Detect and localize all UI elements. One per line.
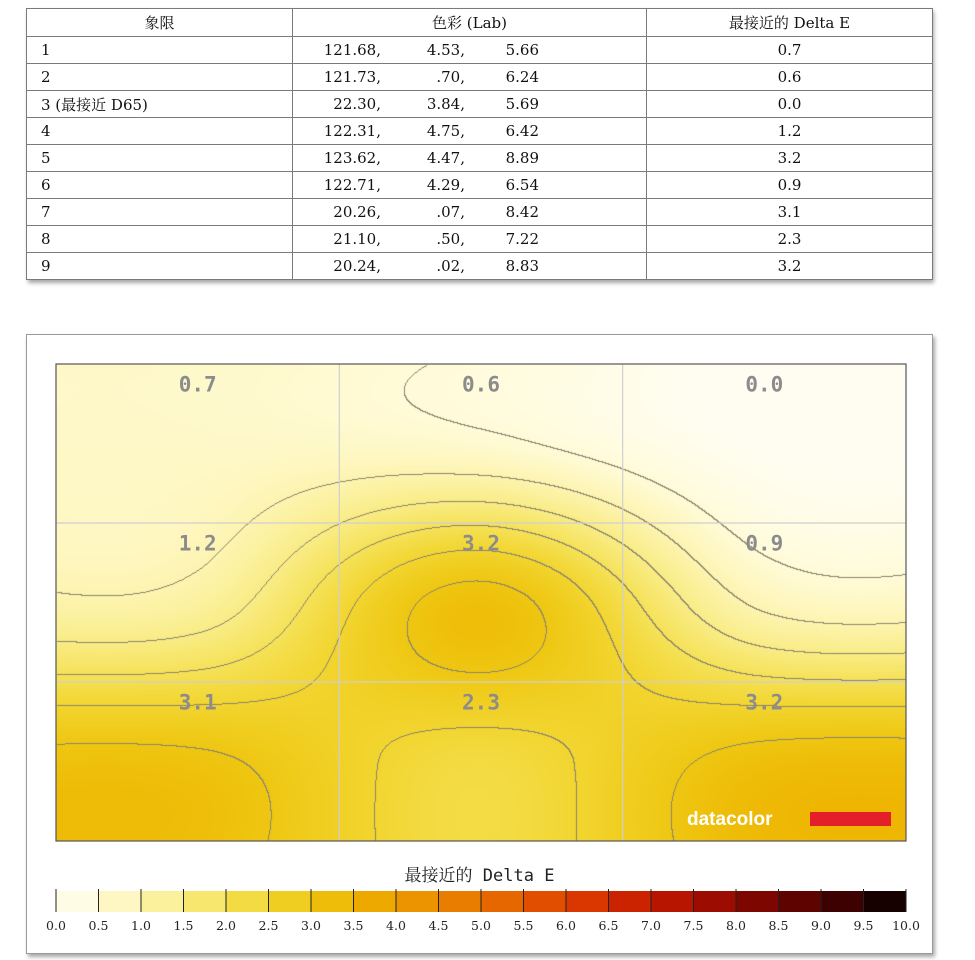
lab-b-value: 6.42 (505, 122, 539, 140)
quadrant-cell: 1 (27, 37, 293, 64)
table-row (27, 145, 933, 172)
lab-l-value: 123.62, (323, 149, 381, 167)
lab-l-value: 21.10, (333, 230, 381, 248)
colorbar-segment (524, 891, 567, 912)
colorbar-tick-label: 0.0 (46, 918, 66, 933)
colorbar-segment (311, 891, 354, 912)
lab-a-value: 4.75, (426, 122, 465, 140)
colorbar-tick-label: 1.5 (173, 918, 194, 933)
lab-color-cell (293, 199, 647, 226)
delta-e-cell: 0.9 (647, 172, 933, 199)
colorbar-tick-label: 9.0 (811, 918, 831, 933)
table-row (27, 91, 933, 118)
lab-color-cell (293, 253, 647, 280)
delta-e-cell: 0.0 (647, 91, 933, 118)
colorbar-tick-label: 8.0 (726, 918, 746, 933)
lab-b-value: 5.66 (505, 41, 539, 59)
colorbar-segment (651, 891, 694, 912)
delta-e-cell: 3.2 (647, 145, 933, 172)
colorbar-segment (864, 891, 907, 912)
lab-l-value: 20.24, (333, 257, 381, 275)
lab-a-value: 4.29, (426, 176, 465, 194)
cell-value-label: 3.1 (178, 690, 217, 715)
lab-l-value: 20.26, (333, 203, 381, 221)
lab-b-value: 7.22 (505, 230, 539, 248)
table-row (27, 64, 933, 91)
colorbar-segment (396, 891, 439, 912)
quadrant-cell: 5 (27, 145, 293, 172)
quadrant-cell: 6 (27, 172, 293, 199)
table-row (27, 199, 933, 226)
colorbar-tick-label: 3.5 (343, 918, 364, 933)
uniformity-heatmap (27, 335, 932, 953)
lab-color-cell (293, 172, 647, 199)
lab-a-value: 4.53, (426, 41, 465, 59)
table-row (27, 37, 933, 64)
lab-l-value: 122.71, (323, 176, 381, 194)
table-header-row (27, 9, 933, 37)
quadrant-cell: 7 (27, 199, 293, 226)
lab-color-cell (293, 37, 647, 64)
cell-value-label: 3.2 (462, 531, 500, 556)
lab-color-cell (293, 118, 647, 145)
cell-value-label: 3.2 (745, 690, 784, 715)
header-quadrant: 象限 (27, 9, 293, 37)
lab-a-value: .07, (436, 203, 465, 221)
delta-e-cell: 3.2 (647, 253, 933, 280)
uniformity-chart-panel (26, 334, 933, 954)
lab-a-value: .70, (436, 68, 465, 86)
colorbar-tick-label: 4.0 (386, 918, 406, 933)
lab-a-value: 4.47, (426, 149, 465, 167)
colorbar-segment (354, 891, 397, 912)
table-row (27, 172, 933, 199)
colorbar-segment (226, 891, 269, 912)
colorbar-segment (736, 891, 779, 912)
cell-value-label: 0.7 (178, 372, 217, 397)
colorbar-segment (56, 891, 99, 912)
colorbar-segment (566, 891, 609, 912)
quadrant-cell: 4 (27, 118, 293, 145)
quadrant-cell: 8 (27, 226, 293, 253)
colorbar-tick-label: 3.0 (301, 918, 321, 933)
datacolor-logo: datacolor (687, 809, 773, 830)
cell-value-label: 2.3 (462, 690, 500, 715)
colorbar-segment (821, 891, 864, 912)
colorbar-tick-label: 4.5 (428, 918, 449, 933)
datacolor-logo-bar (810, 812, 891, 826)
lab-l-value: 122.31, (323, 122, 381, 140)
colorbar-segment (99, 891, 142, 912)
quadrant-cell: 3 (最接近 D65) (27, 91, 293, 118)
delta-e-cell: 0.6 (647, 64, 933, 91)
colorbar-tick-label: 5.5 (513, 918, 534, 933)
colorbar-tick-label: 10.0 (892, 918, 920, 933)
colorbar-tick-label: 5.0 (471, 918, 491, 933)
lab-b-value: 6.24 (505, 68, 539, 86)
quadrant-cell: 2 (27, 64, 293, 91)
lab-l-value: 121.73, (323, 68, 381, 86)
colorbar-segment (141, 891, 184, 912)
colorbar-tick-label: 7.0 (641, 918, 661, 933)
colorbar-segment (439, 891, 482, 912)
colorbar-tick-label: 2.5 (258, 918, 279, 933)
lab-l-value: 22.30, (333, 95, 381, 113)
colorbar-tick-label: 6.0 (556, 918, 576, 933)
lab-a-value: 3.84, (426, 95, 465, 113)
colorbar-segment (694, 891, 737, 912)
table-row (27, 118, 933, 145)
cell-value-label: 1.2 (178, 531, 217, 556)
lab-l-value: 121.68, (323, 41, 381, 59)
lab-a-value: .02, (436, 257, 465, 275)
lab-b-value: 8.89 (505, 149, 539, 167)
delta-e-table-wrapper (26, 8, 932, 280)
quadrant-cell: 9 (27, 253, 293, 280)
colorbar-tick-label: 2.0 (216, 918, 236, 933)
lab-a-value: .50, (436, 230, 465, 248)
delta-e-cell: 3.1 (647, 199, 933, 226)
lab-color-cell (293, 91, 647, 118)
colorbar-title: 最接近的 Delta E (404, 866, 555, 886)
cell-value-label: 0.9 (745, 531, 784, 556)
colorbar-tick-label: 8.5 (768, 918, 789, 933)
heatmap-surface (56, 364, 906, 841)
lab-b-value: 5.69 (505, 95, 539, 113)
colorbar-tick-label: 7.5 (683, 918, 704, 933)
table-row (27, 226, 933, 253)
table-row (27, 253, 933, 280)
colorbar-tick-label: 6.5 (598, 918, 619, 933)
delta-e-cell: 2.3 (647, 226, 933, 253)
lab-b-value: 8.83 (505, 257, 539, 275)
header-lab-color: 色彩 (Lab) (293, 9, 647, 37)
lab-b-value: 6.54 (505, 176, 539, 194)
colorbar-tick-label: 1.0 (131, 918, 151, 933)
colorbar-tick-label: 0.5 (88, 918, 109, 933)
lab-color-cell (293, 64, 647, 91)
lab-color-cell (293, 226, 647, 253)
delta-e-cell: 0.7 (647, 37, 933, 64)
lab-b-value: 8.42 (505, 203, 539, 221)
delta-e-table (26, 8, 933, 280)
colorbar-segment (184, 891, 227, 912)
colorbar-segment (481, 891, 524, 912)
cell-value-label: 0.0 (745, 372, 784, 397)
delta-e-cell: 1.2 (647, 118, 933, 145)
lab-color-cell (293, 145, 647, 172)
colorbar-segment (609, 891, 652, 912)
header-delta-e: 最接近的 Delta E (647, 9, 933, 37)
cell-value-label: 0.6 (462, 372, 500, 397)
colorbar-segment (779, 891, 822, 912)
colorbar-segment (269, 891, 312, 912)
colorbar-tick-label: 9.5 (853, 918, 874, 933)
